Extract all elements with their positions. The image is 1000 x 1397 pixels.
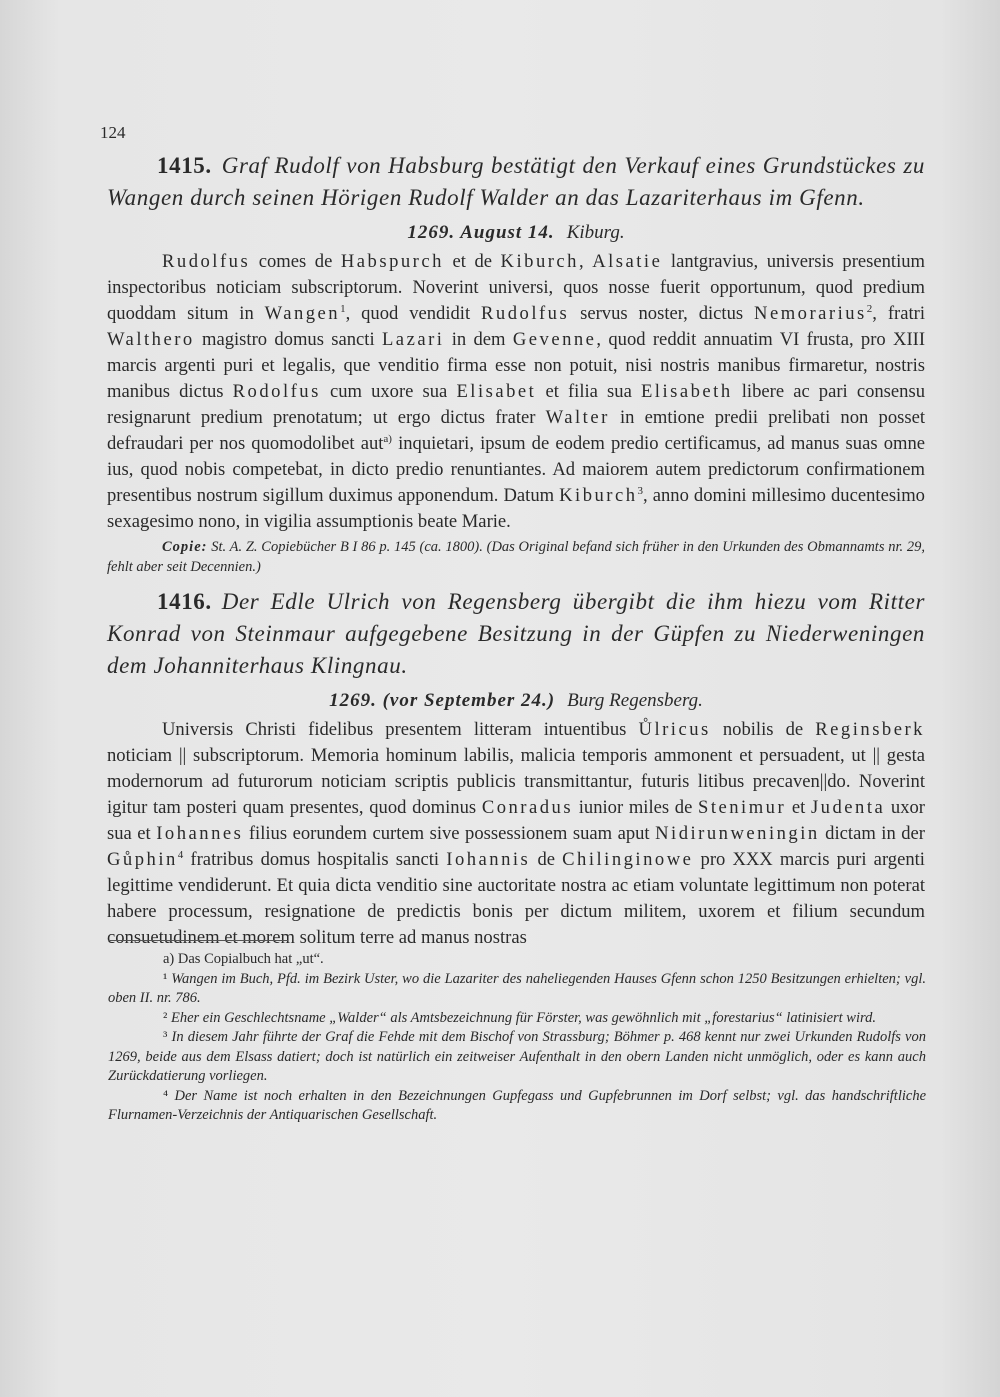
source-text: St. A. Z. Copiebücher B I 86 p. 145 (ca. 1800). (Das Original befand sich früher in den Urkunden des Obmannamts nr. 29, fehlt aber seit Decennien.) [107, 539, 925, 575]
footnote-ref: 3 [637, 484, 644, 497]
footnote-1: ¹ Wangen im Buch, Pfd. im Bezirk Uster, wo die Lazariter des naheliegenden Hauses Gfenn schon 1250 Besitzungen erhielten; vgl. oben II. nr. 786. [108, 970, 926, 1006]
charter-text: Universis Christi fidelibus presentem litteram intuentibus Ůlricus nobilis de Reginsberk noticiam || subscriptorum. Memoria hominum labilis, malicia temporis ammonent et persuadent, ut || gesta modernorum ad futurorum noticiam scriptis publicis transmittantur, futuris litibus precaven||do. Noverint igitur tam posteri quam presentes, quod dominus Conradus iunior miles de Stenimur et Judenta uxor sua et Iohannes filius eorundem curtem sive possessionem suam aput Nidirunweningin dictam in der Gůphin$^4$ fratribus domus hospitalis sancti Iohannis de Chilinginowe pro XXX marcis puri argenti legittime vendiderunt. Et quia dicta venditio sine auctoritate nostra ac etiam voluntate legittimum non poterat habere processum, resignatione de predictis bonis per dictum militem, uxorem et filium secundum consuetudinem et morem solitum terre ad manus nostras [107, 719, 926, 948]
charter-date: 1269. August 14. [407, 222, 555, 243]
footnote-divider [108, 940, 288, 941]
footnote-2: ² Eher ein Geschlechtsname „Walder“ als Amtsbezeichnung für Förster, was gewöhnlich mit „forestarius“ latinisiert wird. [163, 1009, 876, 1026]
footnotes [108, 950, 926, 1126]
footnote-3: ³ In diesem Jahr führte der Graf die Fehde mit dem Bischof von Strassburg; Böhmer p. 468 kennt nur zwei Urkunden Rudolfs von 1269, beide aus dem Elsass datiert; doch ist natürlich ein zeitweiser Aufenthalt in den obern Landen nicht unmöglich, oder es kann auch Zurückdatierung vorliegen. [108, 1029, 926, 1084]
footnote-a: a) Das Copialbuch hat „ut“. [163, 951, 324, 967]
footnote-4: ⁴ Der Name ist noch erhalten in den Bezeichnungen Gupfegass und Gupfebrunnen im Dorf selbst; vgl. das handschriftliche Flurnamen-Verzeichnis der Antiquarischen Gesellschaft. [108, 1087, 926, 1123]
charter-heading [107, 150, 925, 214]
charter-date: 1269. (vor September 24.) [329, 690, 556, 711]
charter-date-line [107, 217, 925, 249]
charter-title: Graf Rudolf von Habsburg bestätigt den Verkauf eines Grundstückes zu Wangen durch seinen Hörigen Rudolf Walder an das Lazariterhaus im Gfenn. [107, 153, 925, 210]
charter-number: 1416. [157, 589, 212, 614]
source-label: Copie: [162, 539, 208, 555]
charter-number: 1415. [157, 153, 212, 178]
charter-date-line [107, 685, 925, 717]
footnote-ref: 4 [177, 848, 184, 861]
charter-place: Burg Regensberg. [567, 690, 703, 711]
charter-title: Der Edle Ulrich von Regensberg übergibt die ihm hiezu vom Ritter Konrad von Steinmaur aufgegebene Besitzung in der Güpfen zu Niederweningen dem Johanniterhaus Klingnau. [107, 589, 925, 678]
page-number: 124 [100, 123, 126, 142]
footnote-ref: a) [383, 432, 392, 445]
charter-text: Rudolfus comes de Habspurch et de Kiburch, Alsatie lantgravius, universis presentium inspectoribus noticiam subscriptorum. Noverint universi, quos nosse fuerit opportunum, quod predium quoddam situm in Wangen$^1$, quod vendidit Rudolfus servus noster, dictus Nemorarius$^2$, fratri Walthero magistro domus sancti Lazari in dem Gevenne, quod reddit annuatim VI frusta, pro XIII marcis argenti puri et legalis, que venditio firma esse non potuit, nisi nostris manibus firmaretur, nostris manibus dictus Rodolfus cum uxore sua Elisabet et filia sua Elisabeth libere ac pari consensu resignarunt predium prenotatum; ut ergo dictus frater Walter in emtione predii prelibati non posset defraudari per nos quomodolibet aut$^{a)}$ inquietari, ipsum de eodem predio certificamus, ad manus suas omne ius, quod nobis competebat, in dicto predio renuntiantes. Ad maiorem autem predictorum confirmationem presentibus nostrum sigillum duximus apponendum. Datum Kiburch$^3$, anno domini millesimo ducentesimo sexagesimo nono, in vigilia assumptionis beate Marie. [107, 251, 926, 532]
footnote-ref: 2 [866, 302, 873, 315]
charter-1416 [107, 586, 925, 951]
charter-1415 [107, 150, 925, 577]
footnote-ref: 1 [340, 302, 346, 315]
source-note [107, 537, 925, 577]
charter-heading [107, 586, 925, 682]
charter-place: Kiburg. [566, 222, 625, 243]
